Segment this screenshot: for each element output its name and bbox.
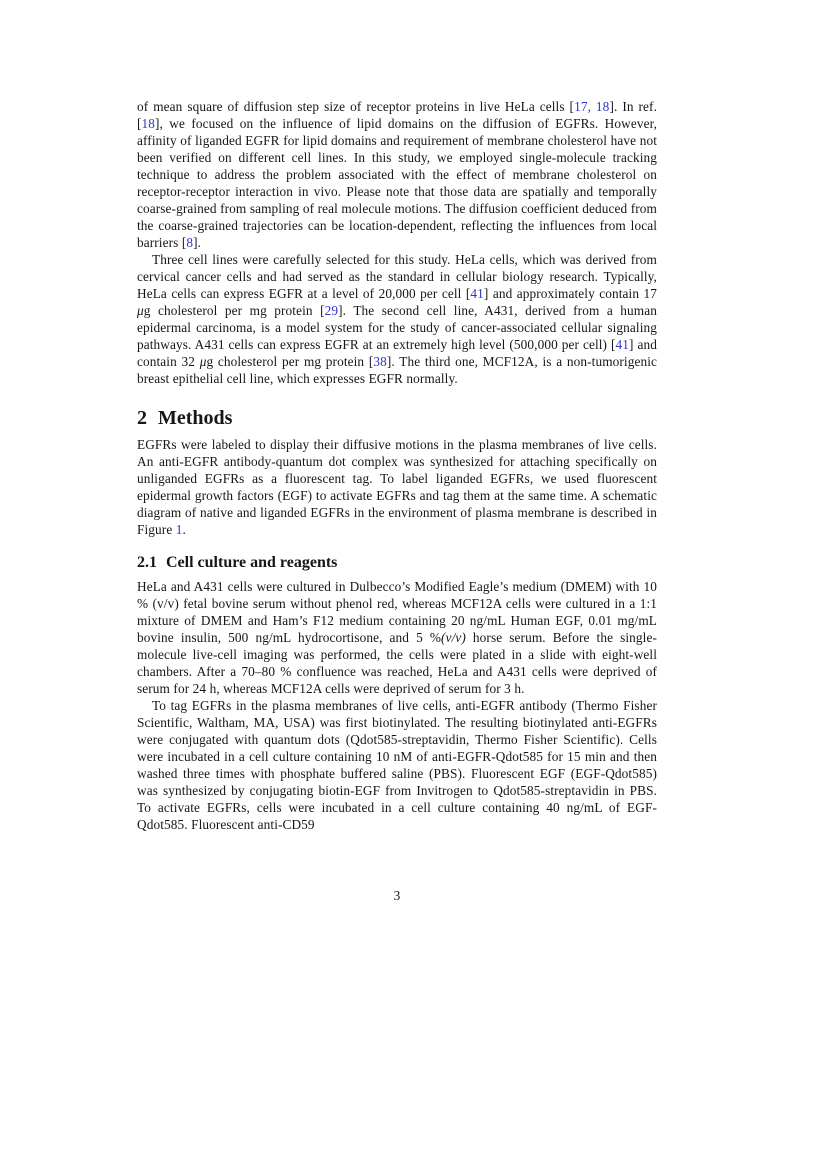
page-number: 3 bbox=[393, 888, 401, 903]
citation-link[interactable]: 29 bbox=[324, 303, 339, 318]
italic-text: μ bbox=[137, 303, 144, 318]
text-run: EGFRs were labeled to display their diffusive motions in the plasma membranes of live cells. An anti-EGFR antibody-quantum dot complex was synthesized for attaching specifically on unliganded EGFRs as a fluorescent tag. To label liganded EGFRs, we used fluorescent epidermal growth factors (EGF) to activate EGFRs and tag them at the same time. A schematic diagram of native and liganded EGFRs in the environment of plasma membrane is described in Figure bbox=[137, 437, 657, 537]
text-run: To tag EGFRs in the plasma membranes of live cells, anti-EGFR antibody (Thermo Fisher Scientific, Waltham, MA, USA) was first biotinylated. The resulting biotinylated anti-EGFRs were conjugated with quantum dots (Qdot585-streptavidin, Thermo Fisher Scientific). Cells were incubated in a cell culture containing 10 nM of anti-EGFR-Qdot585 for 15 min and then washed three times with phosphate buffered saline (PBS). Fluorescent EGF (EGF-Qdot585) was synthesized by conjugating biotin-EGF from Invitrogen to Qdot585-streptavidin in PBS. To activate EGFRs, cells were incubated in a cell culture containing 40 ng/mL of EGF-Qdot585. Fluorescent anti-CD59 bbox=[137, 698, 657, 832]
italic-text: μ bbox=[199, 354, 207, 369]
paragraph-introduction-continuation bbox=[137, 98, 657, 251]
citation-link[interactable]: 38 bbox=[373, 354, 387, 369]
paragraph-cell-culture bbox=[137, 578, 657, 697]
page-body bbox=[137, 98, 657, 833]
text-run: ], we focused on the influence of lipid domains on the diffusion of EGFRs. However, affinity of liganded EGFR for lipid domains and requirement of membrane cholesterol have not been verified on different cell lines. In this study, we employed single-molecule tracking technique to address the problem associated with the effect of membrane cholesterol on receptor-receptor interaction in vivo. Please note that those data are spatially and temporally coarse-grained from sampling of real molecule motions. The diffusion coefficient deduced from the coarse-grained trajectories can be location-dependent, reflecting the influences from local barriers [ bbox=[137, 116, 657, 250]
text-run: horse serum. Before the single-molecule live-cell imaging was performed, the cells were plated in a slide with eight-well chambers. After a 70–80 % confluence was reached, HeLa and A431 cells were deprived of serum for 24 h, whereas MCF12A cells were deprived of serum for 3 h. bbox=[137, 630, 657, 696]
subsection-title: Cell culture and reagents bbox=[166, 554, 338, 571]
paragraph-egfr-tagging bbox=[137, 697, 657, 833]
section-title: Methods bbox=[158, 407, 233, 429]
citation-link[interactable]: 18 bbox=[141, 116, 156, 131]
paragraph-methods-intro bbox=[137, 436, 657, 538]
section-number: 2 bbox=[137, 407, 147, 429]
text-run: Three cell lines were carefully selected for this study. HeLa cells, which was derived from cervical cancer cells and had served as the standard in cellular biology research. Typically, HeLa cells can express EGFR at a level of 20,000 per cell [ bbox=[137, 252, 657, 301]
citation-link[interactable]: 41 bbox=[615, 337, 630, 352]
citation-link[interactable]: 17, 18 bbox=[574, 99, 610, 114]
subsection-heading bbox=[137, 553, 657, 573]
italic-text: (v/v) bbox=[441, 630, 466, 645]
subsection-number: 2.1 bbox=[137, 554, 157, 571]
text-run: HeLa and A431 cells were cultured in Dulbecco’s Modified Eagle’s medium (DMEM) with 10 % (v/v) fetal bovine serum without phenol red, whereas MCF12A cells were cultured in a 1:1 mixture of DMEM and Ham’s F12 medium containing 20 ng/mL Human EGF, 0.01 mg/mL bovine insulin, 500 ng/mL hydrocortisone, and 5 % bbox=[137, 579, 657, 645]
paragraph-cell-lines bbox=[137, 251, 657, 387]
text-run: ]. The second cell line, A431, derived from a human epidermal carcinoma, is a model system for the study of cancer-associated cellular signaling pathways. A431 cells can express EGFR at an extremely high level (500,000 per cell) [ bbox=[137, 303, 658, 352]
text-run: ] and approximately contain 17 bbox=[483, 286, 657, 301]
citation-link[interactable]: 8 bbox=[186, 235, 194, 250]
text-run: . bbox=[182, 522, 186, 537]
text-run: ]. The third one, MCF12A, is a non-tumorigenic breast epithelial cell line, which expresses EGFR normally. bbox=[137, 354, 657, 386]
text-run: ]. bbox=[193, 235, 202, 250]
text-run: of mean square of diffusion step size of receptor proteins in live HeLa cells [ bbox=[137, 99, 575, 114]
figure-reference-link[interactable]: 1 bbox=[175, 522, 183, 537]
text-run: g cholesterol per mg protein [ bbox=[143, 303, 325, 318]
citation-link[interactable]: 41 bbox=[470, 286, 484, 301]
text-run: g cholesterol per mg protein [ bbox=[206, 354, 374, 369]
section-heading bbox=[137, 406, 657, 430]
text-run: ]. In ref. [ bbox=[137, 99, 658, 131]
text-run: ] and contain 32 bbox=[137, 337, 657, 369]
